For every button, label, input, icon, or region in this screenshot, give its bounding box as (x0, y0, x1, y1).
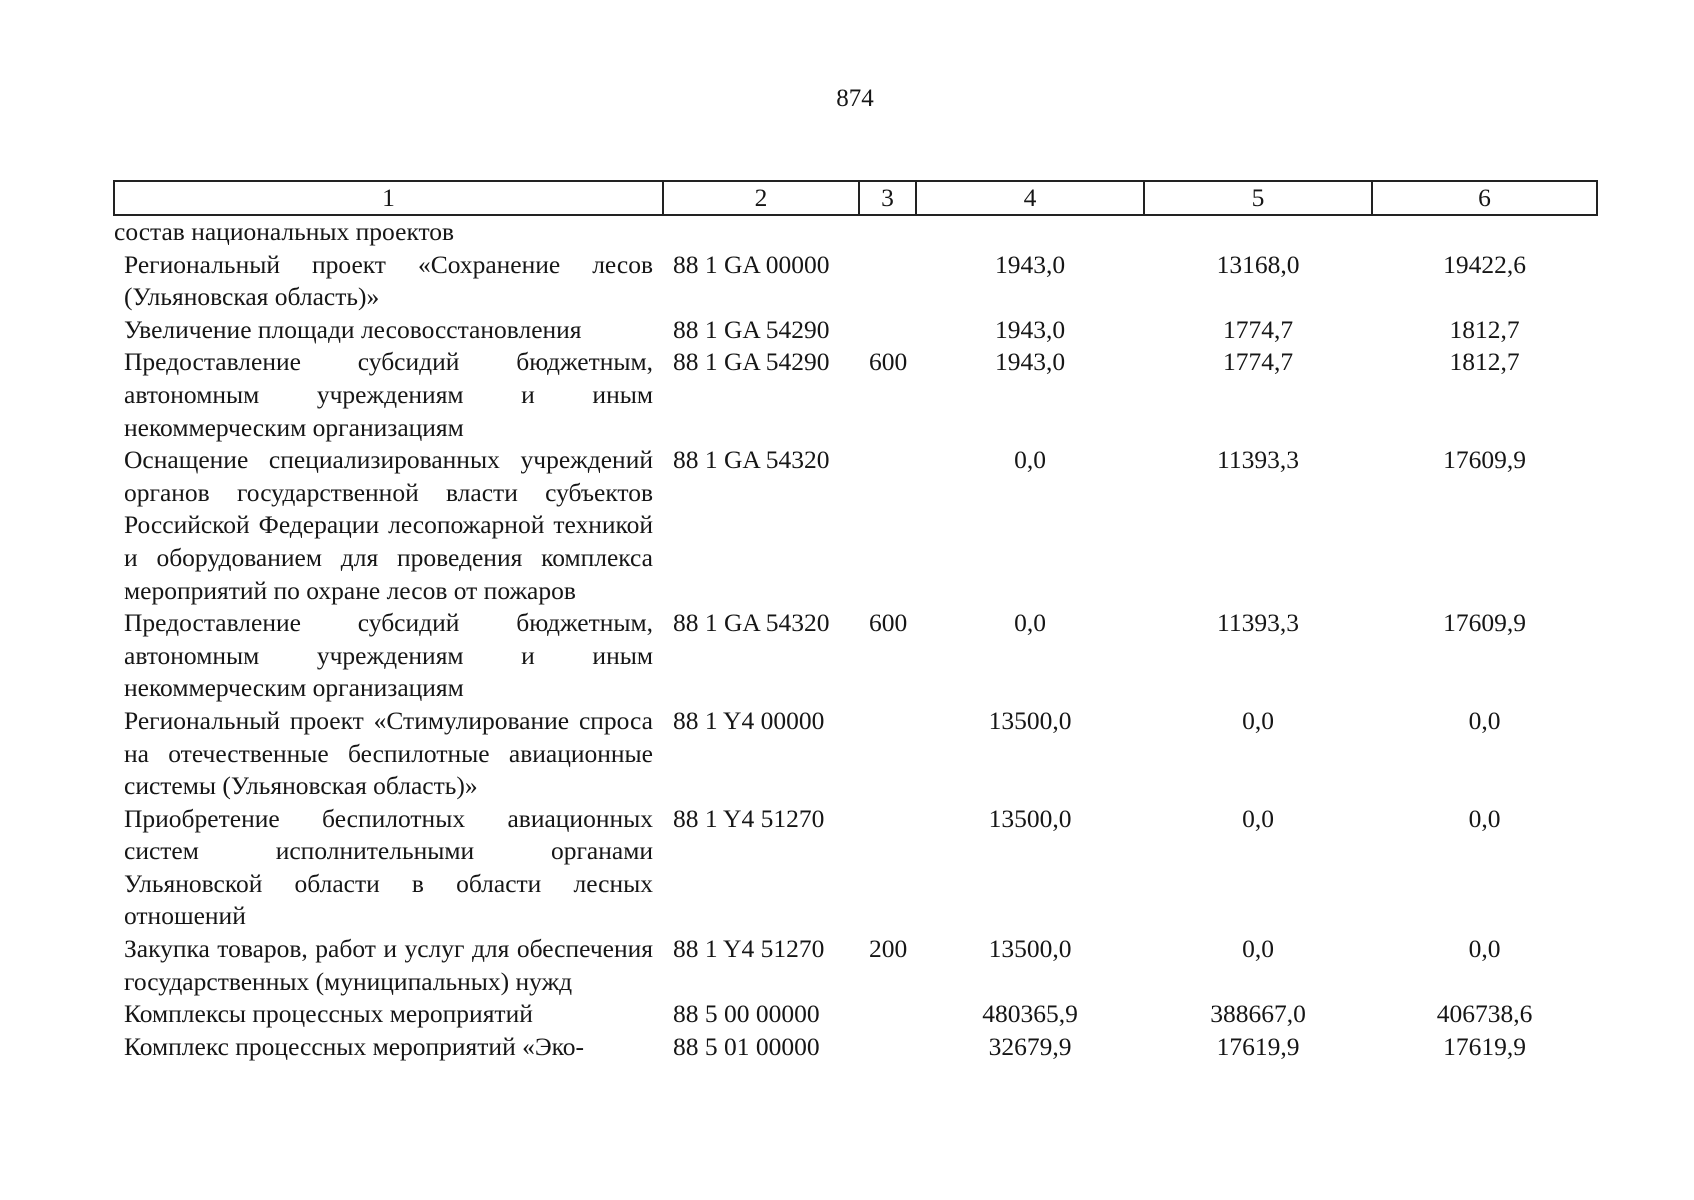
column-header: 2 (663, 181, 859, 215)
row-code: 88 1 Y4 00000 (673, 705, 825, 735)
row-value-col5 (1144, 215, 1372, 249)
row-value-col5: 0,0 (1242, 705, 1274, 735)
table-row (114, 249, 1597, 314)
row-description: состав национальных проектов (114, 217, 455, 246)
row-expense-type (859, 314, 916, 347)
row-expense-type (859, 705, 916, 803)
row-description: Приобретение беспилотных авиационных систем исполнительными органами Ульяновской области в области лесных отношений (124, 803, 653, 931)
row-expense-type (859, 1031, 916, 1064)
row-description: Региональный проект «Стимулирование спроса на отечественные беспилотные авиационные системы (Ульяновская область)» (124, 705, 653, 801)
column-header: 3 (859, 181, 916, 215)
row-value-col5: 11393,3 (1217, 608, 1299, 638)
table-row (114, 314, 1597, 347)
column-header: 5 (1144, 181, 1372, 215)
row-value-col6: 17619,9 (1443, 1031, 1526, 1061)
page-number: 874 (836, 85, 874, 112)
table-row (114, 933, 1597, 998)
column-header: 1 (114, 181, 663, 215)
row-value-col6: 17609,9 (1443, 608, 1526, 638)
row-expense-type (859, 803, 916, 933)
table-row (114, 803, 1597, 933)
table-row (114, 444, 1597, 607)
row-value-col4 (916, 215, 1144, 249)
row-description: Комплекс процессных мероприятий «Эко- (124, 1031, 585, 1061)
row-code: 88 1 Y4 51270 (673, 934, 825, 964)
row-code: 88 1 GA 00000 (673, 249, 830, 279)
row-description: Предоставление субсидий бюджетным, автономным учреждениям и иным некоммерческим организациям (124, 608, 653, 703)
row-expense-type (859, 444, 916, 607)
row-value-col6: 17609,9 (1443, 445, 1526, 475)
table-row (114, 607, 1597, 705)
row-value-col4: 0,0 (1014, 608, 1046, 638)
row-code: 88 1 GA 54290 (673, 314, 830, 344)
row-description: Региональный проект «Сохранение лесов (Ульяновская область)» (124, 249, 653, 312)
row-value-col4: 1943,0 (994, 314, 1066, 344)
row-value-col4: 13500,0 (988, 934, 1072, 964)
row-expense-type (859, 249, 916, 314)
row-value-col6: 19422,6 (1443, 249, 1526, 279)
row-expense-type: 600 (869, 347, 908, 377)
row-code: 88 1 GA 54320 (673, 445, 830, 475)
row-code: 88 1 Y4 51270 (673, 803, 825, 833)
row-value-col6 (1372, 215, 1597, 249)
row-expense-type (859, 998, 916, 1031)
row-value-col5: 388667,0 (1210, 999, 1306, 1029)
row-code (663, 215, 859, 249)
row-value-col4: 32679,9 (988, 1031, 1072, 1061)
row-value-col5: 13168,0 (1216, 249, 1300, 279)
budget-table (113, 180, 1598, 1063)
column-header: 6 (1372, 181, 1597, 215)
row-value-col4: 0,0 (1014, 445, 1046, 475)
row-code: 88 1 GA 54290 (673, 347, 830, 377)
row-value-col6: 1812,7 (1449, 347, 1520, 377)
row-value-col5: 17619,9 (1216, 1031, 1300, 1061)
row-value-col4: 13500,0 (988, 705, 1072, 735)
row-description: Комплексы процессных мероприятий (124, 999, 533, 1029)
row-description: Увеличение площади лесовосстановления (124, 314, 582, 344)
row-expense-type (859, 215, 916, 249)
row-value-col6: 0,0 (1468, 803, 1501, 833)
table-row (114, 1031, 1597, 1064)
row-value-col6: 406738,6 (1436, 999, 1533, 1029)
row-value-col6: 0,0 (1468, 705, 1501, 735)
row-value-col4: 1943,0 (994, 347, 1066, 377)
row-code: 88 1 GA 54320 (673, 608, 830, 638)
row-value-col4: 13500,0 (988, 803, 1072, 833)
row-description: Предоставление субсидий бюджетным, автономным учреждениям и иным некоммерческим организациям (124, 347, 653, 442)
table-row (114, 705, 1597, 803)
row-value-col5: 1774,7 (1222, 314, 1294, 344)
column-header: 4 (916, 181, 1144, 215)
row-description: Оснащение специализированных учреждений органов государственной власти субъектов Российской Федерации лесопожарной техникой и оборудованием для проведения комплекса мероприятий по охране лесов от пожаров (124, 445, 653, 605)
row-value-col4: 480365,9 (982, 999, 1078, 1029)
table-header-row (114, 181, 1597, 215)
row-value-col5: 11393,3 (1217, 445, 1299, 475)
row-expense-type: 600 (869, 608, 908, 638)
row-value-col6: 0,0 (1468, 934, 1501, 964)
row-description: Закупка товаров, работ и услуг для обеспечения государственных (муниципальных) нужд (124, 934, 653, 996)
row-value-col5: 0,0 (1242, 934, 1274, 964)
row-value-col6: 1812,7 (1449, 314, 1520, 344)
table-row (114, 346, 1597, 444)
row-expense-type: 200 (869, 934, 908, 964)
row-value-col5: 1774,7 (1222, 347, 1294, 377)
table-row (114, 998, 1597, 1031)
row-code: 88 5 01 00000 (673, 1031, 820, 1061)
row-value-col4: 1943,0 (994, 249, 1066, 279)
row-code: 88 5 00 00000 (673, 999, 820, 1029)
row-value-col5: 0,0 (1242, 803, 1274, 833)
table-row (114, 215, 1597, 249)
